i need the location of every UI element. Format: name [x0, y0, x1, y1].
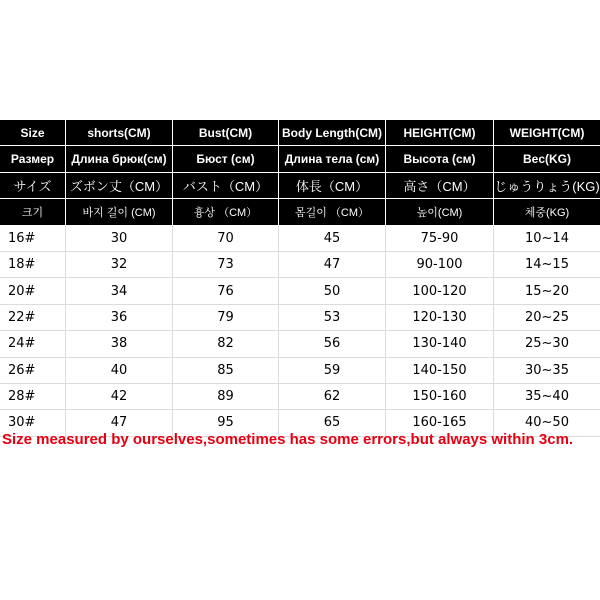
- table-cell: 40~50: [494, 410, 600, 436]
- header-cell: 높이(CM): [386, 199, 494, 225]
- size-label-cell: 28#: [0, 384, 66, 410]
- header-cell: Длина брюк(см): [66, 146, 173, 172]
- header-cell: WEIGHT(CM): [494, 120, 600, 146]
- header-cell: Size: [0, 120, 66, 146]
- header-cell: 크기: [0, 199, 66, 225]
- header-cell: shorts(CM): [66, 120, 173, 146]
- table-cell: 30~35: [494, 358, 600, 384]
- header-cell: 바지 길이 (CM): [66, 199, 173, 225]
- table-cell: 85: [173, 358, 279, 384]
- table-cell: 90-100: [386, 252, 494, 278]
- size-note: Size measured by ourselves,sometimes has some errors,but always within 3cm.: [2, 430, 574, 448]
- header-cell: ズボン丈（CM）: [66, 173, 173, 199]
- table-cell: 47: [66, 410, 173, 436]
- header-cell: Бюст (см): [173, 146, 279, 172]
- table-cell: 30: [66, 226, 173, 252]
- table-cell: 160-165: [386, 410, 494, 436]
- table-cell: 76: [173, 278, 279, 304]
- header-cell: 高さ（CM）: [386, 173, 494, 199]
- size-label-cell: 24#: [0, 331, 66, 357]
- header-cell: 체중(KG): [494, 199, 600, 225]
- table-cell: 65: [279, 410, 386, 436]
- size-label-cell: 16#: [0, 226, 66, 252]
- table-cell: 130-140: [386, 331, 494, 357]
- table-cell: 140-150: [386, 358, 494, 384]
- header-row: [0, 146, 600, 172]
- header-cell: バスト（CM）: [173, 173, 279, 199]
- table-cell: 38: [66, 331, 173, 357]
- header-cell: Body Length(CM): [279, 120, 386, 146]
- table-row: [0, 226, 600, 252]
- header-cell: サイズ: [0, 173, 66, 199]
- table-row: [0, 331, 600, 357]
- size-label-cell: 22#: [0, 305, 66, 331]
- header-cell: Длина тела (см): [279, 146, 386, 172]
- table-cell: 35~40: [494, 384, 600, 410]
- header-row: [0, 173, 600, 199]
- table-cell: 50: [279, 278, 386, 304]
- table-cell: 56: [279, 331, 386, 357]
- table-cell: 42: [66, 384, 173, 410]
- header-cell: 体長（CM）: [279, 173, 386, 199]
- table-cell: 100-120: [386, 278, 494, 304]
- table-cell: 73: [173, 252, 279, 278]
- table-row: [0, 305, 600, 331]
- table-cell: 53: [279, 305, 386, 331]
- table-cell: 45: [279, 226, 386, 252]
- table-cell: 47: [279, 252, 386, 278]
- table-cell: 25~30: [494, 331, 600, 357]
- table-cell: 34: [66, 278, 173, 304]
- table-cell: 150-160: [386, 384, 494, 410]
- size-label-cell: 30#: [0, 410, 66, 436]
- header-cell: HEIGHT(CM): [386, 120, 494, 146]
- table-cell: 15~20: [494, 278, 600, 304]
- table-cell: 10~14: [494, 226, 600, 252]
- header-cell: Размер: [0, 146, 66, 172]
- table-cell: 14~15: [494, 252, 600, 278]
- header-row: [0, 120, 600, 146]
- table-cell: 62: [279, 384, 386, 410]
- size-label-cell: 26#: [0, 358, 66, 384]
- table-cell: 20~25: [494, 305, 600, 331]
- header-row: [0, 199, 600, 225]
- table-row: [0, 252, 600, 278]
- table-cell: 75-90: [386, 226, 494, 252]
- header-cell: Bust(CM): [173, 120, 279, 146]
- table-cell: 120-130: [386, 305, 494, 331]
- header-cell: 흉상 （CM）: [173, 199, 279, 225]
- table-cell: 59: [279, 358, 386, 384]
- table-cell: 95: [173, 410, 279, 436]
- size-label-cell: 20#: [0, 278, 66, 304]
- table-cell: 89: [173, 384, 279, 410]
- header-cell: Bec(KG): [494, 146, 600, 172]
- table-row: [0, 278, 600, 304]
- header-cell: じゅうりょう(KG): [494, 173, 600, 199]
- header-cell: 몸길이 （CM）: [279, 199, 386, 225]
- table-row: [0, 358, 600, 384]
- header-cell: Высота (см): [386, 146, 494, 172]
- table-cell: 82: [173, 331, 279, 357]
- table-cell: 79: [173, 305, 279, 331]
- table-cell: 70: [173, 226, 279, 252]
- table-row: [0, 384, 600, 410]
- table-cell: 40: [66, 358, 173, 384]
- size-chart-table: [0, 120, 600, 437]
- table-cell: 36: [66, 305, 173, 331]
- table-cell: 32: [66, 252, 173, 278]
- size-label-cell: 18#: [0, 252, 66, 278]
